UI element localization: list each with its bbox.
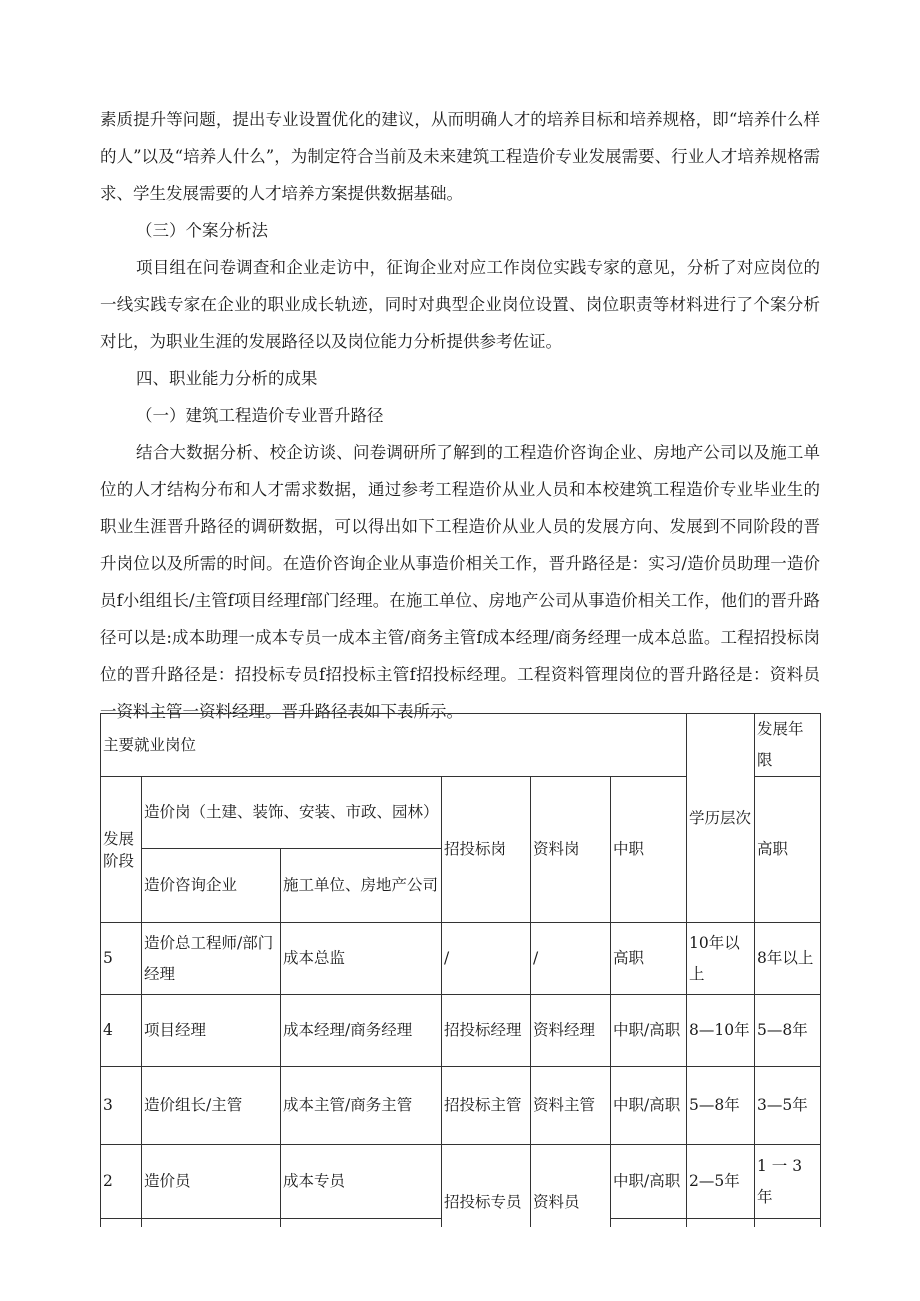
cell-education: 中职/高职: [611, 995, 687, 1067]
cell-document: 资料主管: [531, 1067, 611, 1145]
cell-secondary: 2—5年: [687, 1145, 755, 1219]
header-higher: 高职: [755, 777, 821, 923]
header-main-positions: 主要就业岗位: [101, 714, 687, 777]
table-row: [101, 1145, 821, 1219]
cell-stage: 5: [101, 923, 142, 995]
header-dev-years: 发展年限: [755, 714, 821, 777]
cell-consulting: 造价组长/主管: [142, 1067, 281, 1145]
header-document-post: 资料岗: [531, 777, 611, 923]
header-consulting: 造价咨询企业: [142, 849, 281, 923]
cell-secondary: 8—10年: [687, 995, 755, 1067]
cell-secondary: 10年以上: [687, 923, 755, 995]
cell-higher: 3—5年: [755, 1067, 821, 1145]
cell-education: 高职: [611, 923, 687, 995]
cell-bidding: 招投标主管: [442, 1067, 531, 1145]
paragraph-case-analysis: 项目组在问卷调查和企业走访中，征询企业对应工作岗位实践专家的意见，分析了对应岗位的一线实践专家在企业的职业成长轨迹，同时对典型企业岗位设置、岗位职责等材料进行了个案分析对比，为职业生涯的发展路径以及岗位能力分析提供参考佐证。: [100, 258, 820, 351]
cell-consulting: 造价总工程师/部门经理: [142, 923, 281, 995]
cell-construction: 成本专员: [281, 1145, 442, 1219]
cell-higher: 5—8年: [755, 995, 821, 1067]
cell-stage: 3: [101, 1067, 142, 1145]
cell-document: 资料员: [531, 1145, 611, 1261]
cell-higher: 1 一 3 年: [755, 1145, 821, 1219]
cell-construction: 成本总监: [281, 923, 442, 995]
table-row: [101, 995, 821, 1067]
cell-construction: 成本主管/商务主管: [281, 1067, 442, 1145]
cell-bidding: 招投标专员: [442, 1145, 531, 1261]
cell-secondary: 5—8年: [687, 1067, 755, 1145]
cell-bidding: /: [442, 923, 531, 995]
cell-document: 资料经理: [531, 995, 611, 1067]
header-cost-post: 造价岗（土建、装饰、安装、市政、园林）: [142, 777, 442, 849]
heading-case-analysis: （三）个案分析法: [136, 221, 268, 240]
paragraph-data-basis: 素质提升等问题，提出专业设置优化的建议，从而明确人才的培养目标和培养规格，即“培养什么样的人”以及“培养人什么”，为制定符合当前及未来建筑工程造价专业发展需要、行业人才培养规格需求、学生发展需要的人才培养方案提供数据基础。: [100, 110, 820, 203]
cell-construction: 成本经理/商务经理: [281, 995, 442, 1067]
cell-consulting: 项目经理: [142, 995, 281, 1067]
paragraph-promotion-path: 结合大数据分析、校企访谈、问卷调研所了解到的工程造价咨询企业、房地产公司以及施工单位的人才结构分布和人才需求数据，通过参考工程造价从业人员和本校建筑工程造价专业毕业生的职业生涯晋升路径的调研数据，可以得出如下工程造价从业人员的发展方向、发展到不同阶段的晋升岗位以及所需的时间。在造价咨询企业从事造价相关工作，晋升路径是：实习/造价员助理一造价员f小组组长/主管f项目经理f部门经理。在施工单位、房地产公司从事造价相关工作，他们的晋升路径可以是:成本助理一成本专员一成本主管/商务主管f成本经理/商务经理一成本总监。工程招投标岗位的晋升路径是：招投标专员f招投标主管f招投标经理。工程资料管理岗位的晋升路径是：资料员一资料主管一资料经理。晋升路径表如下表所示。: [100, 443, 820, 721]
cell-higher: 8年以上: [755, 923, 821, 995]
cell-stage: 2: [101, 1145, 142, 1219]
promotion-path-table: [100, 713, 821, 1261]
cell-stage: 4: [101, 995, 142, 1067]
cell-bidding: 招投标经理: [442, 995, 531, 1067]
table-row: [101, 1067, 821, 1145]
heading-results: 四、职业能力分析的成果: [136, 369, 318, 388]
header-bidding-post: 招投标岗: [442, 777, 531, 923]
cell-document: /: [531, 923, 611, 995]
cell-education: 中职/高职: [611, 1145, 687, 1219]
header-education: 学历层次: [687, 714, 755, 923]
header-stage: 发展阶段: [101, 777, 142, 923]
header-secondary: 中职: [611, 777, 687, 923]
header-construction: 施工单位、房地产公司: [281, 849, 442, 923]
cell-education: 中职/高职: [611, 1067, 687, 1145]
cell-consulting: 造价员: [142, 1145, 281, 1219]
page-cutoff: [0, 1227, 920, 1301]
table-row: [101, 923, 821, 995]
heading-promotion-path: （一）建筑工程造价专业晋升路径: [136, 406, 384, 425]
